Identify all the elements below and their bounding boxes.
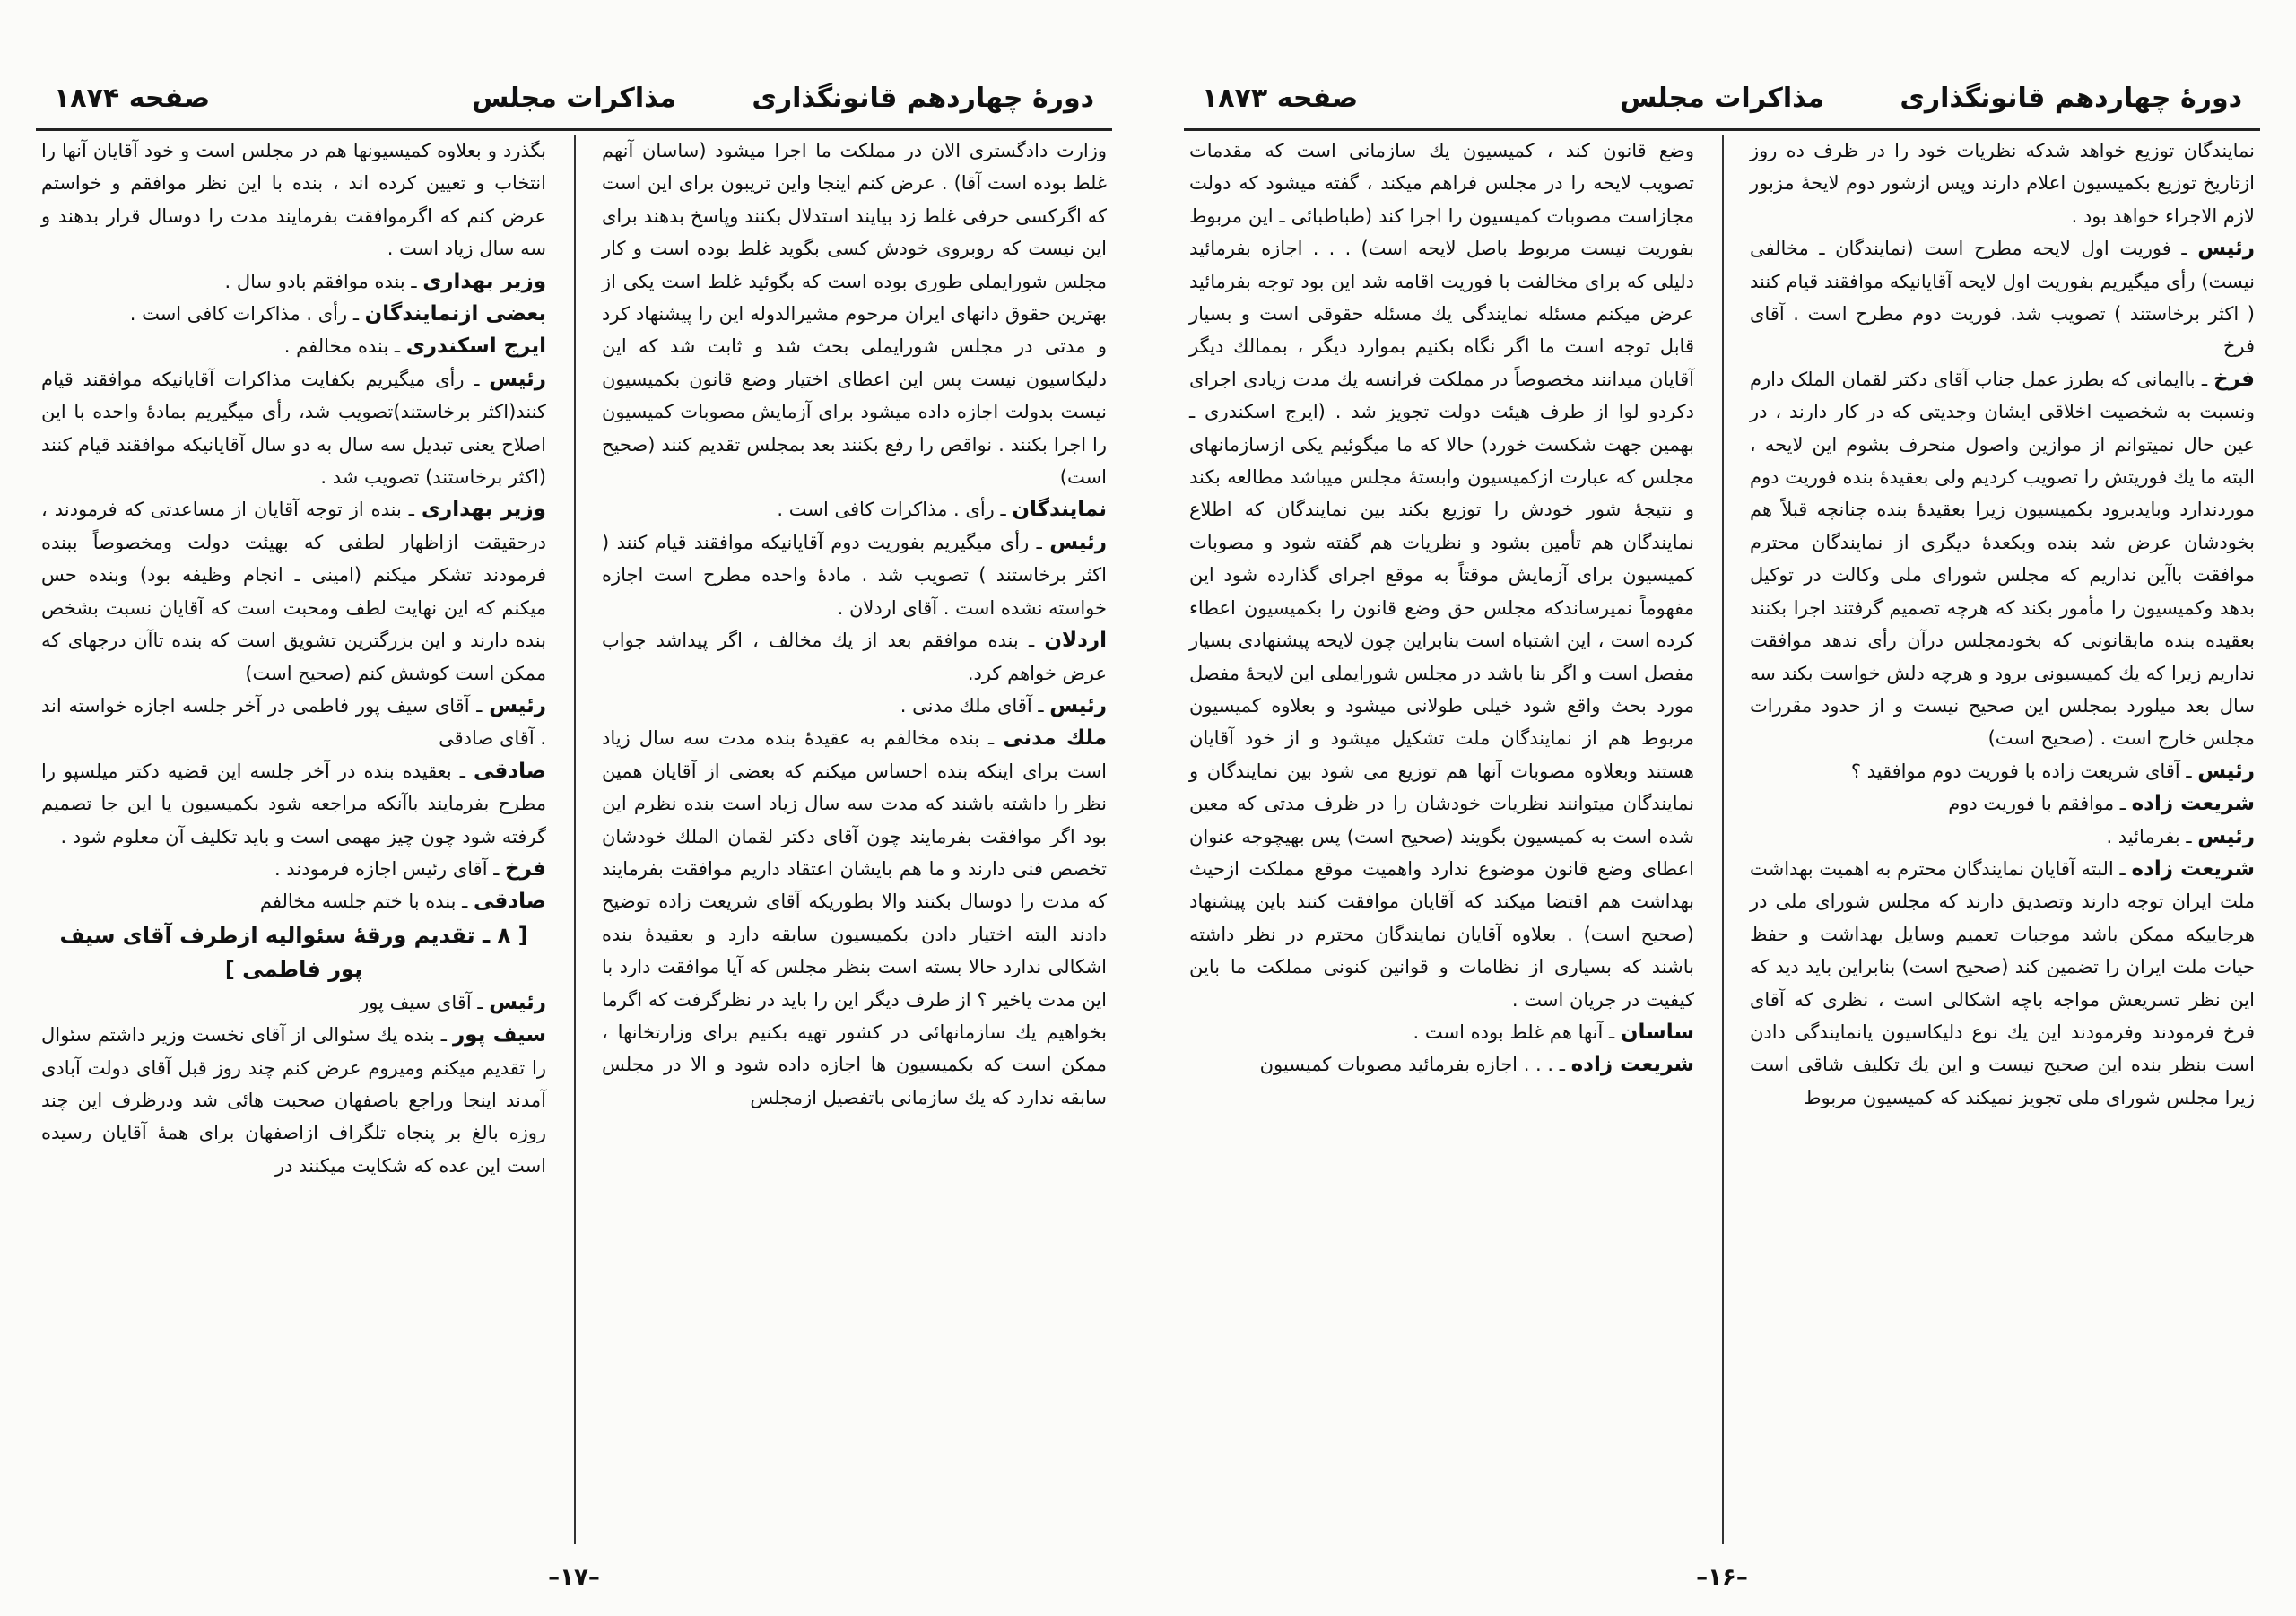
header-page-number: صفحه ۱۸۷۳: [1202, 83, 1359, 114]
header-page-number: صفحه ۱۸۷۴: [54, 83, 211, 114]
column-left: [1184, 135, 1700, 1544]
speaker-paragraph: [36, 885, 552, 917]
paragraph-text: ـ بنده مخالفم .: [283, 335, 401, 358]
speaker-paragraph: [596, 526, 1112, 624]
speaker-name: سیف پور: [452, 1023, 547, 1047]
paragraph-text: ـ بفرمائید .: [2106, 825, 2192, 847]
speaker-name: وزیر بهداری: [421, 498, 546, 522]
paragraph-text: ـ . . . اجازه بفرمائید مصوبات کمیسیون: [1259, 1054, 1565, 1076]
paragraph-text: بگذرد و بعلاوه کمیسیونها هم در مجلس است و خود آقایان آنها را انتخاب و تعیین کرده اند ، بنده با این نظر موافقم و خواستم عرض کنم که اگرموافقت بفرمایند مدت را دوسال قرار بدهند و سه سال زیاد است .: [41, 140, 546, 260]
speaker-paragraph: [36, 853, 552, 885]
column-divider: [574, 135, 576, 1544]
header-title: مذاکرات مجلس: [1619, 83, 1825, 114]
paragraph-text: ـ آقای شریعت زاده با فوریت دوم موافقید ؟: [1850, 760, 2192, 782]
speaker-name: اردلان: [1044, 629, 1107, 653]
speaker-name: فرخ: [505, 856, 546, 881]
paragraph-text: ـ آقای ملك مدنی .: [900, 694, 1044, 717]
paragraph-text: ـ رأی . مذاکرات کافی است .: [777, 499, 1006, 521]
paragraph-text: وضع قانون کند ، کمیسیون یك سازمانی است که مقدمات تصویب لایحه را در مجلس فراهم میکند ، گفته میشود که دولت مجازاست مصوبات کمیسیون را اجرا کند (طباطبائی ـ این مربوط بفوریت نیست مربوط باصل لایحه است) . . . اجازه بفرمائید دلیلی که برای مخالفت با فوریت اقامه شد این بود توجه بفرمائید عرض میکنم مسئله نمایندگی یك مسئله حقوقی است و بسیار قابل توجه است ما اگر نگاه بکنیم بموارد دیگر ، بممالك دیگر آقایان میدانند مخصوصاً در مملکت فرانسه یك مدت زیادی اجرای دکردو لوا از طرف هیئت دولت تجویز شد . (ایرج اسکندری ـ بهمین جهت شکست خورد) حالا که ما میگوئیم یکی ازسازمانهای مجلس که عبارت ازکمیسیون وابستهٔ مجلس میباشد مطالعه بکند و نتیجهٔ شور خودش را توزیع بکند بین نمایندگان که اطلاع نمایندگان هم تأمین بشود و نظریات هم گفته شود و مصوبات کمیسیون برای آزمایش موقتاً به موقع اجرای گذارده شود این مفهوماً نمیرساندکه مجلس حق وضع قانون را بکمیسیون اعطاء کرده است ، این اشتباه است بنابراین چون لایحه پیشنهادی بسیار مفصل است و اگر بنا باشد در مجلس شورایملی این لایحهٔ مفصل مورد بحث واقع شود خیلی طولانی میشود و بعلاوه کمیسیون مربوط هم از نمایندگان ملت تشکیل میشود و از خود آقایان هستند وبعلاوه مصوبات آنها هم توزیع می شود بین نمایندگان و نمایندگان میتوانند نظریات خودشان را در ظرف مدتی که معین شده است به کمیسیون بگویند (صحیح است) پس بهیچوجه عنوان اعطای وضع قانون موضوع ندارد واهمیت موقع مملکت ازحیث بهداشت هم اقتضا میکند که آقایان موافقت کنند باین پیشنهاد (صحیح است) . بعلاوه آقایان نمایندگان محترم در نظر داشته باشند که بسیاری از نظامات و قوانین کنونی مملکت ما باین کیفیت در جریان است .: [1189, 140, 1694, 1011]
speaker-name: صادقی: [474, 890, 546, 914]
speaker-paragraph: [36, 265, 552, 298]
page-1873: [1148, 0, 2296, 1616]
speaker-name: رئیس: [2197, 759, 2255, 783]
folio-number: –۱۶–: [1696, 1564, 1748, 1591]
speaker-name: رئیس: [489, 367, 546, 391]
speaker-paragraph: [36, 330, 552, 362]
paragraph-text: ـ بنده با ختم جلسه مخالفم: [259, 891, 468, 913]
paragraph-text: ـ آقای سیف پور: [360, 991, 483, 1013]
speaker-name: بعضی ازنمایندگان: [364, 302, 546, 326]
header-rule: [36, 128, 1112, 131]
speaker-paragraph: [1744, 232, 2260, 363]
paragraph-text: ـ بنده از توجه آقایان از مساعدتی که فرمودند ، درحقیقت ازاظهار لطفی که بهیئت دولت ومخصوصاً ببنده فرمودند تشکر میکنم (امینی ـ انجام وظیفه بود) وبنده حس میکنم که این نهایت لطف ومحبت است که آقایان نسبت بشخص بنده دارند و این بزرگترین تشویق است که بنده تاآن درجهای که ممکن است کوشش کنم (صحیح است): [41, 499, 546, 684]
paragraph-text: وزارت دادگستری الان در مملکت ما اجرا میشود (ساسان آنهم غلط بوده است آقا) . عرض کنم اینجا واین تریبون برای این است که اگرکسی حرفی غلط زد بیایند استدلال بکنند وپاسخ بدهند برای این نیست که روبروی خودش کسی بگوید غلط بوده است و کار مجلس شورایملی طوری بوده است که بگوئید غلط است یکی از بهترین حقوق دانهای ایران مرحوم مشیرالدوله این را پیشنهاد کرد و مدتی در مجلس شورایملی بحث شد و ثابت شد که این دلیکاسیون نیست پس این اعطای اختیار وضع قانون بکمیسیون نیست بدولت اجازه داده میشود برای آزمایش مصوبات کمیسیون را اجرا بکنند . نواقص را رفع بکنند بعد بمجلس تقدیم کنند (صحیح است): [602, 140, 1107, 489]
speaker-name: شریعت زاده: [2131, 856, 2255, 881]
speaker-name: شریعت زاده: [2131, 792, 2255, 816]
paragraph-text: ـ بنده یك سئوالی از آقای نخست وزیر داشتم سئوال را تقدیم میکنم ومیروم عرض کنم چند روز قبل آقای دولت آبادی آمدند اینجا وراجع باصفهان صحبت هائی شد ودرظرف این چند روزه بالغ بر پنجاه تلگراف ازاصفهان برای همهٔ آقایان رسیده است این عده که شکایت میکنند در: [41, 1024, 546, 1177]
speaker-paragraph: [1744, 853, 2260, 1114]
speaker-paragraph: [36, 755, 552, 853]
speaker-name: فرخ: [2213, 367, 2255, 391]
paragraph-text: ـ بنده مخالفم به عقیدهٔ بنده مدت سه سال زیاد است برای اینکه بنده احساس میکنم که بعضی از آقایان همین نظر را داشته باشند که مدت سه سال زیاد است بنده نظرم این بود اگر موافقت بفرمایند چون آقای دکتر لقمان الملك خودشان تخصص فنی دارند و ما هم بایشان اعتقاد داریم موافقت بفرمایند که مدت را دوسال بکنند والا بطوریکه آقای شریعت زاده توضیح دادند البته اختیار دادن بکمیسیون سابقه دارد و بعقیدهٔ بنده اشکالی ندارد حالا بسته است بنظر مجلس که آیا موافقت دارد با این مدت یاخیر ؟ از طرف دیگر این را باید در نظرگرفت که اگرما بخواهیم یك سازمانهائی در کشور تهیه بکنیم برای وزارتخانها ، ممکن است که بکمیسیون ها اجازه داده شود و الا در مجلس سابقه ندارد که یك سازمانی باتفصیل ازمجلس: [602, 727, 1107, 1108]
speaker-paragraph: [1744, 363, 2260, 755]
speaker-name: ایرج اسکندری: [405, 334, 546, 359]
speaker-name: شریعت زاده: [1570, 1053, 1694, 1077]
column-right: [596, 135, 1112, 1544]
speaker-paragraph: [1744, 787, 2260, 820]
paragraph-text: ـ آقای رئیس اجازه فرمودند .: [274, 857, 500, 880]
paragraph-text: نمایندگان توزیع خواهد شدکه نظریات خود را در ظرف ده روز ازتاریخ توزیع بکمیسیون اعلام دارند وپس ازشور دوم لایحهٔ مزبور لازم الاجراء خواهد بود .: [1750, 140, 2255, 227]
text-columns: [1184, 135, 2260, 1544]
column-left: [36, 135, 552, 1544]
page-header: [36, 83, 1112, 126]
speaker-name: رئیس: [2197, 824, 2255, 848]
speaker-name: رئیس: [2197, 237, 2255, 261]
paragraph-text: ـ آنها هم غلط بوده است .: [1413, 1021, 1615, 1043]
speaker-name: رئیس: [1049, 530, 1107, 554]
folio-number: –۱۷–: [548, 1564, 600, 1591]
speaker-name: ساسان: [1620, 1020, 1694, 1044]
header-title: مذاکرات مجلس: [471, 83, 677, 114]
header-rule: [1184, 128, 2260, 131]
speaker-name: رئیس: [489, 990, 546, 1014]
paragraph: [1184, 135, 1700, 1016]
paragraph: [596, 135, 1112, 493]
speaker-paragraph: [36, 493, 552, 689]
paragraph-text: ـ رأی میگیریم بفوریت دوم آقایانیکه موافقند قیام کنند ( اکثر برخاستند ) تصویب شد . مادهٔ واحده مطرح است اجازه خواسته نشده است . آقای اردلان .: [602, 531, 1107, 619]
speaker-name: وزیر بهداری: [422, 269, 546, 293]
speaker-name: رئیس: [1049, 693, 1107, 717]
speaker-paragraph: [1744, 755, 2260, 787]
speaker-paragraph: [1184, 1048, 1700, 1081]
header-term: دورهٔ چهاردهم قانونگذاری: [752, 83, 1094, 114]
section-heading: [ ۸ ـ تقدیم ورقهٔ سئوالیه ازطرف آقای سیف پور فاطمی ]: [59, 922, 528, 982]
speaker-paragraph: [596, 690, 1112, 722]
speaker-paragraph: [36, 298, 552, 330]
column-right: [1744, 135, 2260, 1544]
speaker-paragraph: [596, 624, 1112, 690]
speaker-paragraph: [36, 986, 552, 1019]
paragraph-text: ـ بنده موافقم بادو سال .: [224, 270, 417, 292]
speaker-name: ملك مدنی: [1003, 726, 1107, 751]
paragraph-text: ـ البته آقایان نمایندگان محترم به اهمیت بهداشت ملت ایران توجه دارند وتصدیق دارند که مجلس شورای ملی در هرجاییکه ممکن باشد موجبات تعمیم وسایل بهداشت و حفظ حیات ملت ایران را تضمین کند (صحیح است) بنابراین باید دید که این نظر تسریعش مواجه باچه اشکالی است ، نظری که آقای فرخ فرمودند وفرمودند این یك نوع دلیکاسیون یانمایندگی دادن است بنظر بنده این صحیح نیست و این یك تکلیف شاقی است زیرا مجلس شورای ملی تجویز نمیکند که کمیسیون مربوط: [1750, 857, 2255, 1108]
speaker-name: رئیس: [489, 693, 546, 717]
speaker-paragraph: [36, 690, 552, 755]
paragraph-text: ـ رأی . مذاکرات کافی است .: [129, 303, 359, 326]
header-term: دورهٔ چهاردهم قانونگذاری: [1900, 83, 2242, 114]
paragraph-text: ـ بنده موافقم بعد از یك مخالف ، اگر پیداشد جواب عرض خواهم کرد.: [602, 630, 1107, 684]
paragraph: [36, 135, 552, 265]
paragraph-text: ـ آقای سیف پور فاطمی در آخر جلسه اجازه خواسته اند . آقای صادقی: [41, 694, 546, 750]
paragraph-text: ـ موافقم با فوریت دوم: [1948, 793, 2126, 815]
speaker-paragraph: [1744, 821, 2260, 853]
paragraph: [1744, 135, 2260, 232]
speaker-paragraph: [596, 493, 1112, 526]
text-columns: [36, 135, 1112, 1544]
speaker-paragraph: [596, 722, 1112, 1114]
speaker-name: صادقی: [473, 759, 546, 783]
speaker-paragraph: [36, 1019, 552, 1182]
paragraph-text: ـ باایمانی که بطرز عمل جناب آقای دکتر لقمان الملک دارم ونسبت به شخصیت اخلاقی ایشان وجدیتی که در کار دارند ، در عین حال نمیتوانم از موازین واصول منحرف بشوم این لایحه ، البته ما یك فوریتش را تصویب کردیم ولی بعقیدهٔ بنده فوریت دوم موردندارد وبایدبرود بکمیسیون زیرا بعقیدهٔ بنده چنانچه قبلاً هم بخودشان عرض شد بنده وبکعدهٔ دیگری از نمایندگان محترم موافقت باآین نداریم که مجلس شورای ملی وکالت در توکیل بدهد وکمیسیون را مأمور بکند که هرچه تصمیم گرفتند اجرا بکنند بعقیده بنده مابقانونی که بخودمجلس درآن رأی ندهد موافقت نداریم زیرا که یك کمیسیونی برود و هرچه دلش خواست بکند سه سال بعد میلورد بمجلس این صحیح نیست و از حدود مقررات مجلس خارج است . (صحیح است): [1750, 368, 2255, 750]
speaker-name: نمایندگان: [1012, 498, 1107, 522]
column-divider: [1722, 135, 1724, 1544]
page-header: [1184, 83, 2260, 126]
speaker-paragraph: [36, 363, 552, 494]
paragraph-text: ـ بعقیده بنده در آخر جلسه این قضیه دکتر میلسپو را مطرح بفرمایند باآنکه مراجعه شود بکمیسیون یا این جا تصمیم گرفته شود چون چیز مهمی است و باید تکلیف آن معلوم شود .: [41, 760, 546, 847]
paragraph-text: ـ رأی میگیریم بکفایت مذاکرات آقایانیکه موافقند قیام کنند(اکثر برخاستند)تصویب شد، رأی میگیریم بمادهٔ واحده با این اصلاح یعنی تبدیل سه سال به دو سال آقایانیکه موافقند قیام کنند (اکثر برخاستند) تصویب شد .: [41, 368, 546, 489]
speaker-paragraph: [1184, 1016, 1700, 1048]
paragraph-text: ـ فوریت اول لایحه مطرح است (نمایندگان ـ مخالفی نیست) رأی میگیریم بفوریت اول لایحه آقایانیکه موافقند قیام کنند ( اکثر برخاستند ) تصویب شد. فوریت دوم مطرح است . آقای فرخ: [1750, 238, 2255, 358]
